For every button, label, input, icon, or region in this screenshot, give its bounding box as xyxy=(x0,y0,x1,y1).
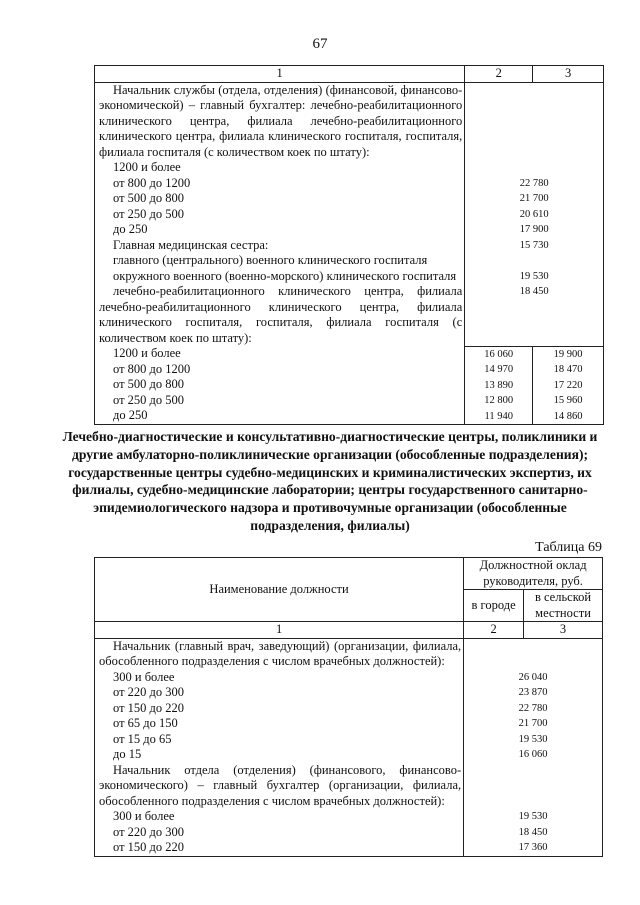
column-number-row xyxy=(95,66,604,83)
value-city: 16 060 xyxy=(484,348,514,360)
col-number-1: 1 xyxy=(95,66,465,83)
value-cell: 20 610 xyxy=(519,208,549,220)
header-city: в городе xyxy=(464,590,524,622)
row-label: от 150 до 220 xyxy=(113,840,185,854)
table-row xyxy=(95,82,604,346)
row-label: от 65 до 150 xyxy=(113,716,178,730)
row-label: до 15 xyxy=(113,747,142,761)
value-city: 11 940 xyxy=(484,410,513,422)
table-label: Таблица 69 xyxy=(535,540,602,555)
section-heading: Лечебно-диагностические и консультативно-диагностические центры, поликлиники и другие амбулаторно-поликлинические организации (обособленные подразделения); государственные центры судебно-медицинских и криминалистических экспертиз, их филиалы, судебно-медицинские лаборатории; центры государственного санитарно-эпидемиологического надзора и противочумные организации (обособленные подразделения, филиалы) xyxy=(62,429,598,533)
value-rural: 17 220 xyxy=(553,379,583,391)
value-cell: 19 530 xyxy=(518,811,548,822)
row-label: окружного военного (военно-морского) клинического госпиталя xyxy=(113,268,457,283)
value-cell: 23 870 xyxy=(518,687,548,698)
value-city: 13 890 xyxy=(484,379,514,391)
value-rural: 15 960 xyxy=(553,395,583,406)
row-label: от 800 до 1200 xyxy=(113,361,191,376)
row-label: 1200 и более xyxy=(113,346,181,360)
value-cell: 19 530 xyxy=(518,733,548,745)
col-number-2: 2 xyxy=(464,622,524,639)
row-label: от 500 до 800 xyxy=(113,377,185,391)
header-row xyxy=(95,558,603,590)
row-label: от 250 до 500 xyxy=(113,206,185,221)
col-number-1: 1 xyxy=(95,622,464,639)
block-title: Начальник (главный врач, заведующий) (организации, филиала, обособленного подразделения с числом врачебных должностей): xyxy=(99,638,462,668)
header-rural: в сельской местности xyxy=(524,590,603,622)
row-label: до 250 xyxy=(113,408,148,422)
page-number: 67 xyxy=(312,36,328,52)
value-cell: 19 530 xyxy=(519,270,549,282)
row-label: от 15 до 65 xyxy=(113,731,172,746)
row-label: 300 и более xyxy=(113,809,175,823)
block-title: Начальник отдела (отделения) (финансового, финансово-экономического) – главный бухгалтер (организации, филиала, обособленного подразделения с числом врачебных должностей): xyxy=(99,762,462,808)
value-cell: 15 730 xyxy=(519,239,549,251)
row-label: 300 и более xyxy=(113,669,175,684)
salary-table-69 xyxy=(94,557,603,857)
row-label: от 250 до 500 xyxy=(113,392,185,407)
col-number-3: 3 xyxy=(524,622,603,639)
value-cell: 21 700 xyxy=(518,718,548,729)
value-city: 12 800 xyxy=(484,395,514,406)
value-cell: 17 360 xyxy=(518,842,548,853)
row-label: от 220 до 300 xyxy=(113,824,185,839)
col-number-2: 2 xyxy=(465,66,533,83)
header-position-name: Наименование должности xyxy=(95,558,464,622)
table-row xyxy=(95,346,604,425)
value-rural: 18 470 xyxy=(553,364,583,375)
block-title: Начальник службы (отдела, отделения) (финансовой, финансово-экономической) – главный бухгалтер: лечебно-реабилитационного клинического центра, филиала лечебно-реабилитационного клинического центра, филиала клинического госпиталя, госпиталя, филиала госпиталя (с количеством коек по штату): xyxy=(99,82,463,159)
value-cell: 18 450 xyxy=(519,286,549,297)
header-salary: Должностной оклад руководителя, руб. xyxy=(464,558,603,590)
row-label: 1200 и более xyxy=(113,160,181,174)
value-rural: 14 860 xyxy=(553,410,583,422)
value-cell: 26 040 xyxy=(518,671,548,683)
row-label: от 150 до 220 xyxy=(113,700,185,715)
value-cell: 22 780 xyxy=(519,177,549,189)
value-cell: 22 780 xyxy=(518,702,548,714)
salary-table-continued xyxy=(94,65,604,425)
value-cell: 21 700 xyxy=(519,193,549,204)
row-label: главного (центрального) военного клинического госпиталя xyxy=(113,253,428,267)
col-number-3: 3 xyxy=(533,66,604,83)
block-title: лечебно-реабилитационного клинического центра, филиала лечебно-реабилитационного клинического центра, филиала клинического госпиталя, госпиталя, филиала госпиталя (с количеством коек по штату): xyxy=(99,284,463,345)
column-number-row xyxy=(95,622,603,639)
row-label: от 500 до 800 xyxy=(113,191,185,205)
table-row xyxy=(95,638,603,856)
section-title: Главная медицинская сестра: xyxy=(113,237,269,252)
value-cell: 17 900 xyxy=(519,224,549,235)
row-label: от 220 до 300 xyxy=(113,685,185,699)
row-label: от 800 до 1200 xyxy=(113,175,191,190)
row-label: до 250 xyxy=(113,222,148,236)
value-cell: 18 450 xyxy=(518,826,548,838)
value-rural: 19 900 xyxy=(553,348,583,360)
value-city: 14 970 xyxy=(484,364,514,375)
value-cell: 16 060 xyxy=(518,749,548,760)
